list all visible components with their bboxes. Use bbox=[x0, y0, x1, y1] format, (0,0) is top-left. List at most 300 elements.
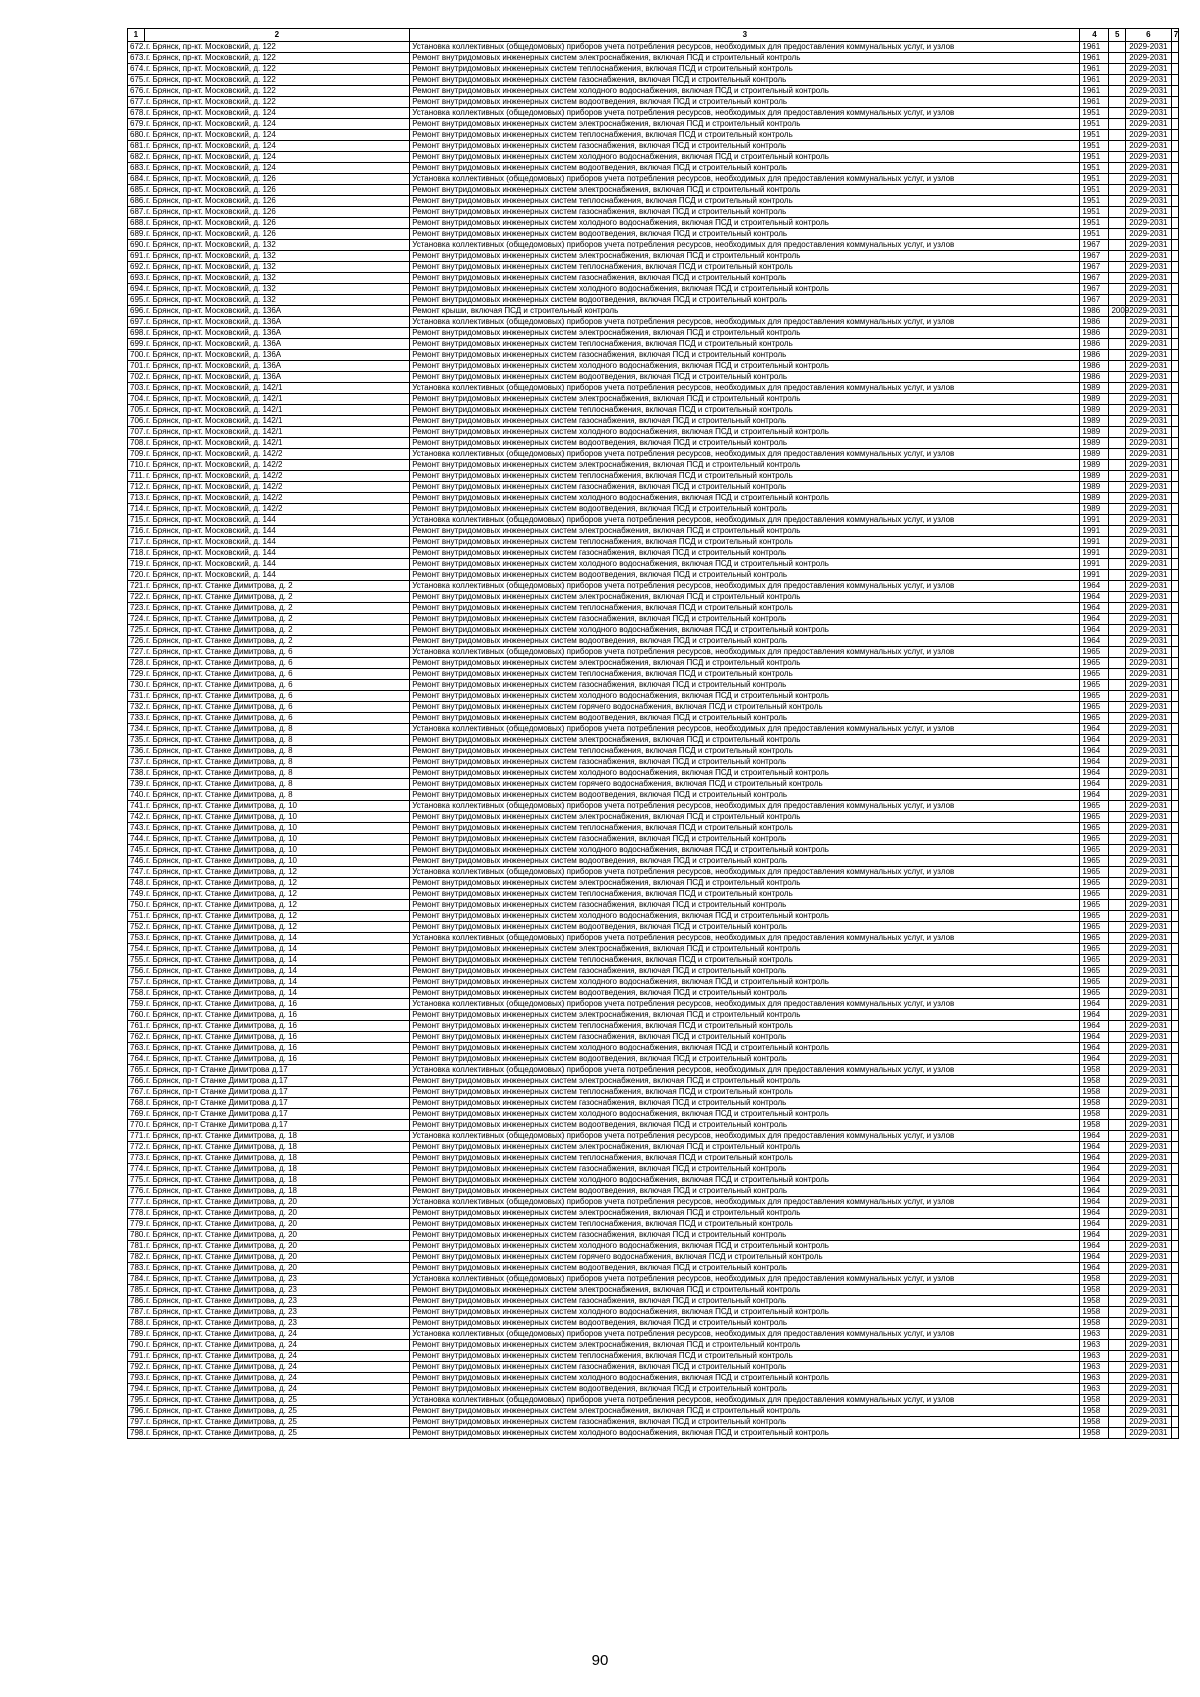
address-cell: г. Брянск, пр-кт. Станке Димитрова, д. 8 bbox=[144, 746, 410, 757]
extra-cell bbox=[1171, 768, 1178, 779]
row-number-cell: 683. bbox=[128, 163, 145, 174]
row-number-cell: 705. bbox=[128, 405, 145, 416]
row-number-cell: 712. bbox=[128, 482, 145, 493]
address-cell: г. Брянск, пр-кт. Московский, д. 142/1 bbox=[144, 438, 410, 449]
last-repair-year-cell bbox=[1109, 592, 1126, 603]
work-type-cell: Ремонт внутридомовых инженерных систем холодного водоснабжения, включая ПСД и строительный контроль bbox=[410, 152, 1080, 163]
last-repair-year-cell bbox=[1109, 64, 1126, 75]
header-cell-5: 5 bbox=[1109, 29, 1126, 42]
last-repair-year-cell bbox=[1109, 273, 1126, 284]
address-cell: г. Брянск, пр-кт. Станке Димитрова, д. 14 bbox=[144, 944, 410, 955]
year-built-cell: 1958 bbox=[1080, 1296, 1109, 1307]
row-number-cell: 724. bbox=[128, 614, 145, 625]
last-repair-year-cell bbox=[1109, 460, 1126, 471]
address-cell: г. Брянск, пр-кт. Московский, д. 142/1 bbox=[144, 427, 410, 438]
year-built-cell: 1991 bbox=[1080, 537, 1109, 548]
row-number-cell: 768. bbox=[128, 1098, 145, 1109]
address-cell: г. Брянск, пр-кт. Московский, д. 136А bbox=[144, 361, 410, 372]
last-repair-year-cell bbox=[1109, 647, 1126, 658]
last-repair-year-cell bbox=[1109, 504, 1126, 515]
work-type-cell: Ремонт внутридомовых инженерных систем электроснабжения, включая ПСД и строительный контроль bbox=[410, 1406, 1080, 1417]
planned-period-cell: 2029-2031 bbox=[1126, 658, 1172, 669]
year-built-cell: 1964 bbox=[1080, 1208, 1109, 1219]
last-repair-year-cell bbox=[1109, 790, 1126, 801]
row-number-cell: 697. bbox=[128, 317, 145, 328]
last-repair-year-cell bbox=[1109, 1054, 1126, 1065]
work-type-cell: Ремонт внутридомовых инженерных систем электроснабжения, включая ПСД и строительный контроль bbox=[410, 460, 1080, 471]
work-type-cell: Ремонт внутридомовых инженерных систем холодного водоснабжения, включая ПСД и строительный контроль bbox=[410, 1109, 1080, 1120]
planned-period-cell: 2029-2031 bbox=[1126, 504, 1172, 515]
planned-period-cell: 2029-2031 bbox=[1126, 427, 1172, 438]
work-type-cell: Установка коллективных (общедомовых) приборов учета потребления ресурсов, необходимых для предоставления коммунальных услуг, и узлов bbox=[410, 240, 1080, 251]
year-built-cell: 1951 bbox=[1080, 229, 1109, 240]
row-number-cell: 745. bbox=[128, 845, 145, 856]
work-type-cell: Установка коллективных (общедомовых) приборов учета потребления ресурсов, необходимых для предоставления коммунальных услуг, и узлов bbox=[410, 317, 1080, 328]
planned-period-cell: 2029-2031 bbox=[1126, 185, 1172, 196]
last-repair-year-cell bbox=[1109, 768, 1126, 779]
table-row bbox=[128, 108, 1179, 119]
address-cell: г. Брянск, пр-кт. Станке Димитрова, д. 16 bbox=[144, 1021, 410, 1032]
last-repair-year-cell bbox=[1109, 713, 1126, 724]
address-cell: г. Брянск, пр-кт. Станке Димитрова, д. 2 bbox=[144, 592, 410, 603]
address-cell: г. Брянск, пр-кт. Станке Димитрова, д. 6 bbox=[144, 691, 410, 702]
extra-cell bbox=[1171, 1263, 1178, 1274]
planned-period-cell: 2029-2031 bbox=[1126, 306, 1172, 317]
planned-period-cell: 2029-2031 bbox=[1126, 999, 1172, 1010]
extra-cell bbox=[1171, 548, 1178, 559]
work-type-cell: Ремонт внутридомовых инженерных систем водоотведения, включая ПСД и строительный контроль bbox=[410, 1384, 1080, 1395]
work-type-cell: Ремонт внутридомовых инженерных систем электроснабжения, включая ПСД и строительный контроль bbox=[410, 658, 1080, 669]
last-repair-year-cell bbox=[1109, 680, 1126, 691]
work-type-cell: Ремонт внутридомовых инженерных систем теплоснабжения, включая ПСД и строительный контроль bbox=[410, 262, 1080, 273]
table-row bbox=[128, 1076, 1179, 1087]
last-repair-year-cell bbox=[1109, 1373, 1126, 1384]
table-row bbox=[128, 306, 1179, 317]
year-built-cell: 1965 bbox=[1080, 966, 1109, 977]
page-number: 90 bbox=[591, 1652, 609, 1669]
extra-cell bbox=[1171, 361, 1178, 372]
row-number-cell: 795. bbox=[128, 1395, 145, 1406]
year-built-cell: 1965 bbox=[1080, 812, 1109, 823]
planned-period-cell: 2029-2031 bbox=[1126, 834, 1172, 845]
year-built-cell: 1989 bbox=[1080, 460, 1109, 471]
last-repair-year-cell bbox=[1109, 163, 1126, 174]
row-number-cell: 699. bbox=[128, 339, 145, 350]
year-built-cell: 1965 bbox=[1080, 834, 1109, 845]
last-repair-year-cell bbox=[1109, 735, 1126, 746]
extra-cell bbox=[1171, 1296, 1178, 1307]
year-built-cell: 1961 bbox=[1080, 42, 1109, 53]
planned-period-cell: 2029-2031 bbox=[1126, 273, 1172, 284]
last-repair-year-cell bbox=[1109, 603, 1126, 614]
table-row bbox=[128, 284, 1179, 295]
planned-period-cell: 2029-2031 bbox=[1126, 625, 1172, 636]
address-cell: г. Брянск, пр-кт. Станке Димитрова, д. 6 bbox=[144, 713, 410, 724]
row-number-cell: 672. bbox=[128, 42, 145, 53]
work-type-cell: Ремонт крыши, включая ПСД и строительный контроль bbox=[410, 306, 1080, 317]
work-type-cell: Ремонт внутридомовых инженерных систем водоотведения, включая ПСД и строительный контроль bbox=[410, 1054, 1080, 1065]
year-built-cell: 1958 bbox=[1080, 1285, 1109, 1296]
table-row bbox=[128, 713, 1179, 724]
table-row bbox=[128, 53, 1179, 64]
year-built-cell: 1964 bbox=[1080, 1142, 1109, 1153]
last-repair-year-cell bbox=[1109, 856, 1126, 867]
last-repair-year-cell bbox=[1109, 317, 1126, 328]
last-repair-year-cell bbox=[1109, 1395, 1126, 1406]
work-type-cell: Ремонт внутридомовых инженерных систем газоснабжения, включая ПСД и строительный контроль bbox=[410, 1098, 1080, 1109]
address-cell: г. Брянск, пр-кт. Станке Димитрова, д. 25 bbox=[144, 1417, 410, 1428]
row-number-cell: 698. bbox=[128, 328, 145, 339]
extra-cell bbox=[1171, 141, 1178, 152]
address-cell: г. Брянск, пр-кт. Станке Димитрова, д. 24 bbox=[144, 1351, 410, 1362]
row-number-cell: 736. bbox=[128, 746, 145, 757]
table-row bbox=[128, 746, 1179, 757]
extra-cell bbox=[1171, 185, 1178, 196]
planned-period-cell: 2029-2031 bbox=[1126, 229, 1172, 240]
table-row bbox=[128, 427, 1179, 438]
year-built-cell: 1964 bbox=[1080, 581, 1109, 592]
year-built-cell: 1964 bbox=[1080, 1131, 1109, 1142]
extra-cell bbox=[1171, 823, 1178, 834]
year-built-cell: 1967 bbox=[1080, 273, 1109, 284]
planned-period-cell: 2029-2031 bbox=[1126, 64, 1172, 75]
last-repair-year-cell bbox=[1109, 1131, 1126, 1142]
extra-cell bbox=[1171, 1384, 1178, 1395]
planned-period-cell: 2029-2031 bbox=[1126, 361, 1172, 372]
year-built-cell: 1967 bbox=[1080, 284, 1109, 295]
address-cell: г. Брянск, пр-кт. Станке Димитрова, д. 24 bbox=[144, 1362, 410, 1373]
address-cell: г. Брянск, пр-кт. Станке Димитрова, д. 14 bbox=[144, 966, 410, 977]
extra-cell bbox=[1171, 1120, 1178, 1131]
extra-cell bbox=[1171, 845, 1178, 856]
year-built-cell: 1961 bbox=[1080, 75, 1109, 86]
last-repair-year-cell bbox=[1109, 1186, 1126, 1197]
work-type-cell: Ремонт внутридомовых инженерных систем электроснабжения, включая ПСД и строительный контроль bbox=[410, 53, 1080, 64]
last-repair-year-cell bbox=[1109, 284, 1126, 295]
table-row bbox=[128, 724, 1179, 735]
planned-period-cell: 2029-2031 bbox=[1126, 845, 1172, 856]
year-built-cell: 1951 bbox=[1080, 141, 1109, 152]
row-number-cell: 676. bbox=[128, 86, 145, 97]
planned-period-cell: 2029-2031 bbox=[1126, 1043, 1172, 1054]
table-row bbox=[128, 1109, 1179, 1120]
row-number-cell: 790. bbox=[128, 1340, 145, 1351]
planned-period-cell: 2029-2031 bbox=[1126, 1241, 1172, 1252]
table-row bbox=[128, 823, 1179, 834]
address-cell: г. Брянск, пр-кт. Станке Димитрова, д. 18 bbox=[144, 1131, 410, 1142]
last-repair-year-cell bbox=[1109, 141, 1126, 152]
planned-period-cell: 2029-2031 bbox=[1126, 911, 1172, 922]
year-built-cell: 1951 bbox=[1080, 130, 1109, 141]
row-number-cell: 722. bbox=[128, 592, 145, 603]
year-built-cell: 1986 bbox=[1080, 350, 1109, 361]
row-number-cell: 714. bbox=[128, 504, 145, 515]
work-type-cell: Ремонт внутридомовых инженерных систем электроснабжения, включая ПСД и строительный контроль bbox=[410, 1340, 1080, 1351]
extra-cell bbox=[1171, 1142, 1178, 1153]
planned-period-cell: 2029-2031 bbox=[1126, 1428, 1172, 1439]
address-cell: г. Брянск, пр-кт. Московский, д. 132 bbox=[144, 295, 410, 306]
year-built-cell: 1986 bbox=[1080, 306, 1109, 317]
table-row bbox=[128, 845, 1179, 856]
table-row bbox=[128, 1406, 1179, 1417]
year-built-cell: 1965 bbox=[1080, 801, 1109, 812]
year-built-cell: 1963 bbox=[1080, 1384, 1109, 1395]
row-number-cell: 756. bbox=[128, 966, 145, 977]
year-built-cell: 1964 bbox=[1080, 779, 1109, 790]
address-cell: г. Брянск, пр-кт. Станке Димитрова, д. 23 bbox=[144, 1318, 410, 1329]
year-built-cell: 1965 bbox=[1080, 713, 1109, 724]
address-cell: г. Брянск, пр-кт. Московский, д. 124 bbox=[144, 163, 410, 174]
address-cell: г. Брянск, пр-кт. Московский, д. 136А bbox=[144, 317, 410, 328]
row-number-cell: 707. bbox=[128, 427, 145, 438]
extra-cell bbox=[1171, 262, 1178, 273]
planned-period-cell: 2029-2031 bbox=[1126, 1032, 1172, 1043]
extra-cell bbox=[1171, 350, 1178, 361]
work-type-cell: Ремонт внутридомовых инженерных систем газоснабжения, включая ПСД и строительный контроль bbox=[410, 966, 1080, 977]
year-built-cell: 1958 bbox=[1080, 1274, 1109, 1285]
table-row bbox=[128, 1340, 1179, 1351]
work-type-cell: Ремонт внутридомовых инженерных систем водоотведения, включая ПСД и строительный контроль bbox=[410, 713, 1080, 724]
address-cell: г. Брянск, пр-кт. Московский, д. 124 bbox=[144, 152, 410, 163]
year-built-cell: 1989 bbox=[1080, 438, 1109, 449]
year-built-cell: 1951 bbox=[1080, 108, 1109, 119]
address-cell: г. Брянск, пр-кт. Станке Димитрова, д. 18 bbox=[144, 1175, 410, 1186]
row-number-cell: 689. bbox=[128, 229, 145, 240]
planned-period-cell: 2029-2031 bbox=[1126, 163, 1172, 174]
row-number-cell: 798. bbox=[128, 1428, 145, 1439]
extra-cell bbox=[1171, 790, 1178, 801]
table-row bbox=[128, 1274, 1179, 1285]
work-type-cell: Установка коллективных (общедомовых) приборов учета потребления ресурсов, необходимых для предоставления коммунальных услуг, и узлов bbox=[410, 1274, 1080, 1285]
extra-cell bbox=[1171, 966, 1178, 977]
address-cell: г. Брянск, пр-кт. Московский, д. 124 bbox=[144, 119, 410, 130]
row-number-cell: 769. bbox=[128, 1109, 145, 1120]
year-built-cell: 1963 bbox=[1080, 1373, 1109, 1384]
table-row bbox=[128, 955, 1179, 966]
extra-cell bbox=[1171, 482, 1178, 493]
planned-period-cell: 2029-2031 bbox=[1126, 1318, 1172, 1329]
year-built-cell: 1958 bbox=[1080, 1395, 1109, 1406]
year-built-cell: 1965 bbox=[1080, 988, 1109, 999]
table-row bbox=[128, 680, 1179, 691]
last-repair-year-cell bbox=[1109, 1021, 1126, 1032]
last-repair-year-cell bbox=[1109, 834, 1126, 845]
work-type-cell: Ремонт внутридомовых инженерных систем газоснабжения, включая ПСД и строительный контроль bbox=[410, 757, 1080, 768]
work-type-cell: Ремонт внутридомовых инженерных систем теплоснабжения, включая ПСД и строительный контроль bbox=[410, 603, 1080, 614]
last-repair-year-cell bbox=[1109, 449, 1126, 460]
address-cell: г. Брянск, пр-кт. Станке Димитрова, д. 14 bbox=[144, 955, 410, 966]
work-type-cell: Ремонт внутридомовых инженерных систем газоснабжения, включая ПСД и строительный контроль bbox=[410, 482, 1080, 493]
work-type-cell: Ремонт внутридомовых инженерных систем электроснабжения, включая ПСД и строительный контроль bbox=[410, 812, 1080, 823]
last-repair-year-cell bbox=[1109, 691, 1126, 702]
row-number-cell: 729. bbox=[128, 669, 145, 680]
planned-period-cell: 2029-2031 bbox=[1126, 1219, 1172, 1230]
table-row bbox=[128, 878, 1179, 889]
header-row bbox=[128, 29, 1179, 42]
planned-period-cell: 2029-2031 bbox=[1126, 141, 1172, 152]
extra-cell bbox=[1171, 1428, 1178, 1439]
extra-cell bbox=[1171, 218, 1178, 229]
extra-cell bbox=[1171, 460, 1178, 471]
year-built-cell: 1964 bbox=[1080, 603, 1109, 614]
row-number-cell: 789. bbox=[128, 1329, 145, 1340]
year-built-cell: 1965 bbox=[1080, 889, 1109, 900]
year-built-cell: 1964 bbox=[1080, 1186, 1109, 1197]
work-type-cell: Ремонт внутридомовых инженерных систем газоснабжения, включая ПСД и строительный контроль bbox=[410, 1164, 1080, 1175]
last-repair-year-cell bbox=[1109, 1263, 1126, 1274]
last-repair-year-cell bbox=[1109, 482, 1126, 493]
planned-period-cell: 2029-2031 bbox=[1126, 152, 1172, 163]
last-repair-year-cell bbox=[1109, 1274, 1126, 1285]
table-row bbox=[128, 504, 1179, 515]
address-cell: г. Брянск, пр-кт. Московский, д. 126 bbox=[144, 185, 410, 196]
planned-period-cell: 2029-2031 bbox=[1126, 570, 1172, 581]
planned-period-cell: 2029-2031 bbox=[1126, 130, 1172, 141]
year-built-cell: 1986 bbox=[1080, 328, 1109, 339]
last-repair-year-cell bbox=[1109, 108, 1126, 119]
address-cell: г. Брянск, пр-кт. Станке Димитрова, д. 12 bbox=[144, 900, 410, 911]
work-type-cell: Ремонт внутридомовых инженерных систем водоотведения, включая ПСД и строительный контроль bbox=[410, 1186, 1080, 1197]
address-cell: г. Брянск, пр-кт. Станке Димитрова, д. 18 bbox=[144, 1142, 410, 1153]
address-cell: г. Брянск, пр-кт. Станке Димитрова, д. 18 bbox=[144, 1153, 410, 1164]
table-row bbox=[128, 1395, 1179, 1406]
extra-cell bbox=[1171, 1241, 1178, 1252]
year-built-cell: 1989 bbox=[1080, 383, 1109, 394]
work-type-cell: Ремонт внутридомовых инженерных систем водоотведения, включая ПСД и строительный контроль bbox=[410, 163, 1080, 174]
last-repair-year-cell bbox=[1109, 779, 1126, 790]
extra-cell bbox=[1171, 1021, 1178, 1032]
extra-cell bbox=[1171, 944, 1178, 955]
row-number-cell: 761. bbox=[128, 1021, 145, 1032]
address-cell: г. Брянск, пр-кт. Станке Димитрова, д. 10 bbox=[144, 812, 410, 823]
table-row bbox=[128, 757, 1179, 768]
table-row bbox=[128, 1219, 1179, 1230]
address-cell: г. Брянск, пр-кт. Московский, д. 142/1 bbox=[144, 405, 410, 416]
work-type-cell: Ремонт внутридомовых инженерных систем теплоснабжения, включая ПСД и строительный контроль bbox=[410, 1153, 1080, 1164]
extra-cell bbox=[1171, 1164, 1178, 1175]
last-repair-year-cell bbox=[1109, 526, 1126, 537]
extra-cell bbox=[1171, 1098, 1178, 1109]
work-type-cell: Ремонт внутридомовых инженерных систем холодного водоснабжения, включая ПСД и строительный контроль bbox=[410, 1043, 1080, 1054]
planned-period-cell: 2029-2031 bbox=[1126, 1109, 1172, 1120]
extra-cell bbox=[1171, 669, 1178, 680]
work-type-cell: Ремонт внутридомовых инженерных систем теплоснабжения, включая ПСД и строительный контроль bbox=[410, 1021, 1080, 1032]
extra-cell bbox=[1171, 108, 1178, 119]
last-repair-year-cell bbox=[1109, 845, 1126, 856]
work-type-cell: Ремонт внутридомовых инженерных систем газоснабжения, включая ПСД и строительный контроль bbox=[410, 207, 1080, 218]
last-repair-year-cell: 2009 bbox=[1109, 306, 1126, 317]
last-repair-year-cell bbox=[1109, 339, 1126, 350]
year-built-cell: 1951 bbox=[1080, 152, 1109, 163]
address-cell: г. Брянск, пр-кт. Станке Димитрова, д. 20 bbox=[144, 1219, 410, 1230]
last-repair-year-cell bbox=[1109, 537, 1126, 548]
year-built-cell: 1958 bbox=[1080, 1307, 1109, 1318]
address-cell: г. Брянск, пр-кт. Станке Димитрова, д. 24 bbox=[144, 1384, 410, 1395]
last-repair-year-cell bbox=[1109, 559, 1126, 570]
address-cell: г. Брянск, пр-кт. Станке Димитрова, д. 23 bbox=[144, 1296, 410, 1307]
row-number-cell: 792. bbox=[128, 1362, 145, 1373]
planned-period-cell: 2029-2031 bbox=[1126, 1197, 1172, 1208]
planned-period-cell: 2029-2031 bbox=[1126, 1351, 1172, 1362]
table-row bbox=[128, 1142, 1179, 1153]
work-type-cell: Ремонт внутридомовых инженерных систем теплоснабжения, включая ПСД и строительный контроль bbox=[410, 405, 1080, 416]
extra-cell bbox=[1171, 1230, 1178, 1241]
address-cell: г. Брянск, пр-кт. Станке Димитрова, д. 14 bbox=[144, 977, 410, 988]
extra-cell bbox=[1171, 988, 1178, 999]
extra-cell bbox=[1171, 1406, 1178, 1417]
planned-period-cell: 2029-2031 bbox=[1126, 548, 1172, 559]
planned-period-cell: 2029-2031 bbox=[1126, 1131, 1172, 1142]
extra-cell bbox=[1171, 647, 1178, 658]
address-cell: г. Брянск, пр-т Станке Димитрова д.17 bbox=[144, 1076, 410, 1087]
table-row bbox=[128, 42, 1179, 53]
work-type-cell: Ремонт внутридомовых инженерных систем холодного водоснабжения, включая ПСД и строительный контроль bbox=[410, 911, 1080, 922]
address-cell: г. Брянск, пр-кт. Московский, д. 144 bbox=[144, 526, 410, 537]
planned-period-cell: 2029-2031 bbox=[1126, 1010, 1172, 1021]
planned-period-cell: 2029-2031 bbox=[1126, 746, 1172, 757]
planned-period-cell: 2029-2031 bbox=[1126, 1153, 1172, 1164]
table-row bbox=[128, 1428, 1179, 1439]
address-cell: г. Брянск, пр-кт. Станке Димитрова, д. 25 bbox=[144, 1428, 410, 1439]
table-row bbox=[128, 1351, 1179, 1362]
planned-period-cell: 2029-2031 bbox=[1126, 1417, 1172, 1428]
extra-cell bbox=[1171, 625, 1178, 636]
extra-cell bbox=[1171, 339, 1178, 350]
year-built-cell: 1964 bbox=[1080, 1164, 1109, 1175]
row-number-cell: 719. bbox=[128, 559, 145, 570]
work-type-cell: Ремонт внутридомовых инженерных систем холодного водоснабжения, включая ПСД и строительный контроль bbox=[410, 361, 1080, 372]
work-type-cell: Установка коллективных (общедомовых) приборов учета потребления ресурсов, необходимых для предоставления коммунальных услуг, и узлов bbox=[410, 933, 1080, 944]
work-type-cell: Установка коллективных (общедомовых) приборов учета потребления ресурсов, необходимых для предоставления коммунальных услуг, и узлов bbox=[410, 1197, 1080, 1208]
last-repair-year-cell bbox=[1109, 196, 1126, 207]
table-row bbox=[128, 625, 1179, 636]
last-repair-year-cell bbox=[1109, 702, 1126, 713]
work-type-cell: Ремонт внутридомовых инженерных систем водоотведения, включая ПСД и строительный контроль bbox=[410, 504, 1080, 515]
address-cell: г. Брянск, пр-кт. Станке Димитрова, д. 2 bbox=[144, 636, 410, 647]
row-number-cell: 758. bbox=[128, 988, 145, 999]
table-row bbox=[128, 196, 1179, 207]
table-row bbox=[128, 1043, 1179, 1054]
address-cell: г. Брянск, пр-кт. Станке Димитрова, д. 2 bbox=[144, 625, 410, 636]
table-row bbox=[128, 1021, 1179, 1032]
address-cell: г. Брянск, пр-кт. Станке Димитрова, д. 12 bbox=[144, 878, 410, 889]
planned-period-cell: 2029-2031 bbox=[1126, 108, 1172, 119]
last-repair-year-cell bbox=[1109, 240, 1126, 251]
last-repair-year-cell bbox=[1109, 97, 1126, 108]
row-number-cell: 757. bbox=[128, 977, 145, 988]
work-type-cell: Ремонт внутридомовых инженерных систем холодного водоснабжения, включая ПСД и строительный контроль bbox=[410, 1373, 1080, 1384]
table-row bbox=[128, 86, 1179, 97]
table-row bbox=[128, 581, 1179, 592]
year-built-cell: 1989 bbox=[1080, 493, 1109, 504]
work-type-cell: Установка коллективных (общедомовых) приборов учета потребления ресурсов, необходимых для предоставления коммунальных услуг, и узлов bbox=[410, 581, 1080, 592]
work-type-cell: Ремонт внутридомовых инженерных систем электроснабжения, включая ПСД и строительный контроль bbox=[410, 944, 1080, 955]
extra-cell bbox=[1171, 1065, 1178, 1076]
extra-cell bbox=[1171, 64, 1178, 75]
table-row bbox=[128, 614, 1179, 625]
table-row bbox=[128, 1241, 1179, 1252]
extra-cell bbox=[1171, 702, 1178, 713]
last-repair-year-cell bbox=[1109, 1087, 1126, 1098]
row-number-cell: 681. bbox=[128, 141, 145, 152]
work-type-cell: Установка коллективных (общедомовых) приборов учета потребления ресурсов, необходимых для предоставления коммунальных услуг, и узлов bbox=[410, 1131, 1080, 1142]
planned-period-cell: 2029-2031 bbox=[1126, 1285, 1172, 1296]
row-number-cell: 709. bbox=[128, 449, 145, 460]
planned-period-cell: 2029-2031 bbox=[1126, 922, 1172, 933]
row-number-cell: 767. bbox=[128, 1087, 145, 1098]
work-type-cell: Ремонт внутридомовых инженерных систем газоснабжения, включая ПСД и строительный контроль bbox=[410, 1230, 1080, 1241]
planned-period-cell: 2029-2031 bbox=[1126, 867, 1172, 878]
